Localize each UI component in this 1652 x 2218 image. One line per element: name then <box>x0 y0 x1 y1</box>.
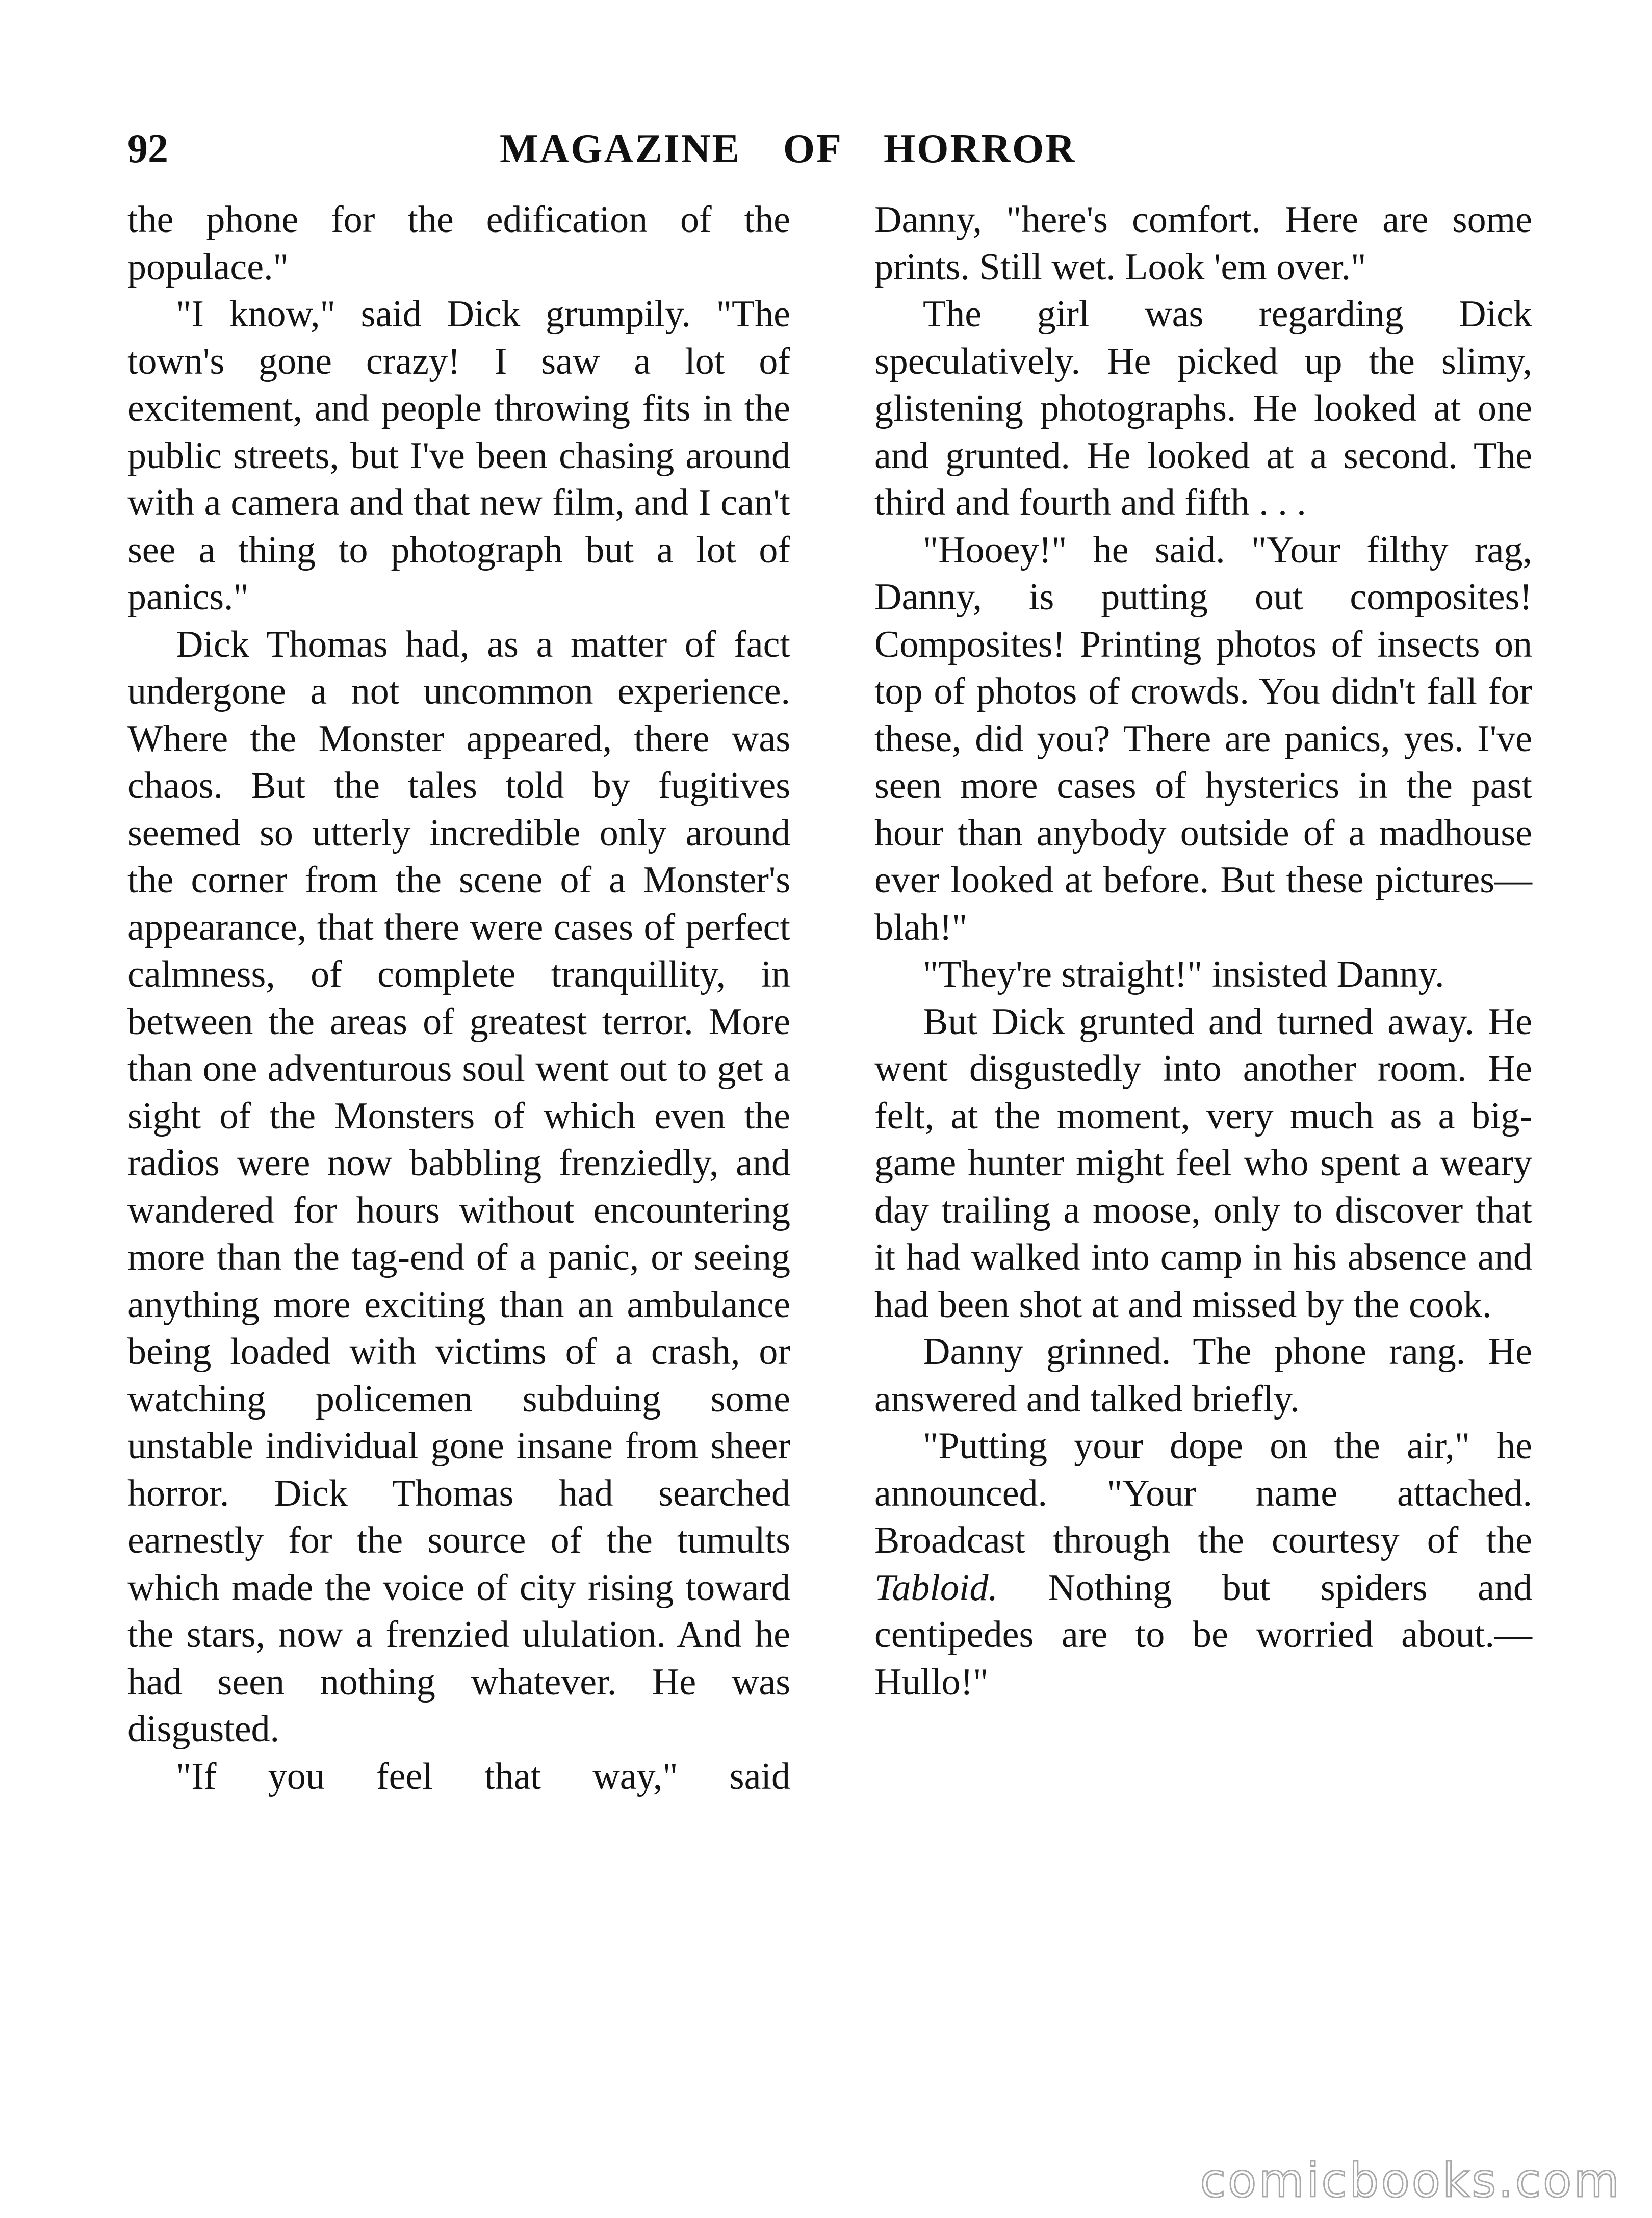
paragraph: Danny grinned. The phone rang. He answered and talked briefly. <box>874 1331 1532 1420</box>
paragraph: "I know," said Dick grumpily. "The town's gone crazy! I saw a lot of excitement, and people throwing fits in the public streets, but I've been chasing around with a camera and that new film, and I can't see a thing to photograph but a lot of panics." <box>127 293 790 618</box>
paragraph: "If you feel that way," said <box>176 1755 790 1797</box>
page-header <box>127 118 1168 179</box>
text-run: "Putting your dope on the air," he announced. "Your name attached. Broadcast through the courtesy of the <box>874 1425 1532 1561</box>
paragraph: The girl was regarding Dick speculatively. He picked up the slimy, glistening photographs. He looked at one and grunted. He looked at a second. The third and fourth and fifth . . . <box>874 293 1532 524</box>
paragraph: Danny, "here's comfort. Here are some prints. Still wet. Look 'em over." <box>874 199 1532 288</box>
publication-name: Tabloid. <box>874 1566 998 1609</box>
paragraph: "Hooey!" he said. "Your filthy rag, Danny, is putting out composites! Composites! Printing photos of insects on top of photos of crowds. You didn't fall for these, did you? There are panics, yes. I've seen more cases of hysterics in the past hour than anybody outside of a madhouse ever looked at before. But these pictures—blah!" <box>874 529 1532 948</box>
paragraph <box>874 1423 1532 1706</box>
right-column <box>874 196 1532 1706</box>
paragraph: "They're straight!" insisted Danny. <box>923 953 1444 995</box>
running-title: MAGAZINE OF HORROR <box>500 126 1077 171</box>
page-number: 92 <box>127 126 168 171</box>
watermark: comicbooks.com <box>1200 2153 1621 2208</box>
left-column <box>127 196 790 1800</box>
paragraph: the phone for the edification of the populace." <box>127 199 790 288</box>
text-run: Nothing but spiders and centipedes are to be worried about.—Hullo!" <box>874 1566 1532 1703</box>
paragraph: Dick Thomas had, as a matter of fact undergone a not uncommon experience. Where the Monster appeared, there was chaos. But the tales told by fugitives seemed so utterly incredible only around the corner from the scene of a Monster's appearance, that there were cases of perfect calmness, of complete tranquillity, in between the areas of greatest terror. More than one adventurous soul went out to get a sight of the Monsters of which even the radios were now babbling frenziedly, and wandered for hours without encountering more than the tag-end of a panic, or seeing anything more exciting than an ambulance being loaded with victims of a crash, or watching policemen subduing some unstable individual gone insane from sheer horror. Dick Thomas had searched earnestly for the source of the tumults which made the voice of city rising toward the stars, now a frenzied ululation. And he had seen nothing whatever. He was disgusted. <box>127 623 790 1750</box>
paragraph: But Dick grunted and turned away. He went disgustedly into another room. He felt, at the moment, very much as a big-game hunter might feel who spent a weary day trailing a moose, only to discover that it had walked into camp in his absence and had been shot at and missed by the cook. <box>874 1000 1532 1326</box>
